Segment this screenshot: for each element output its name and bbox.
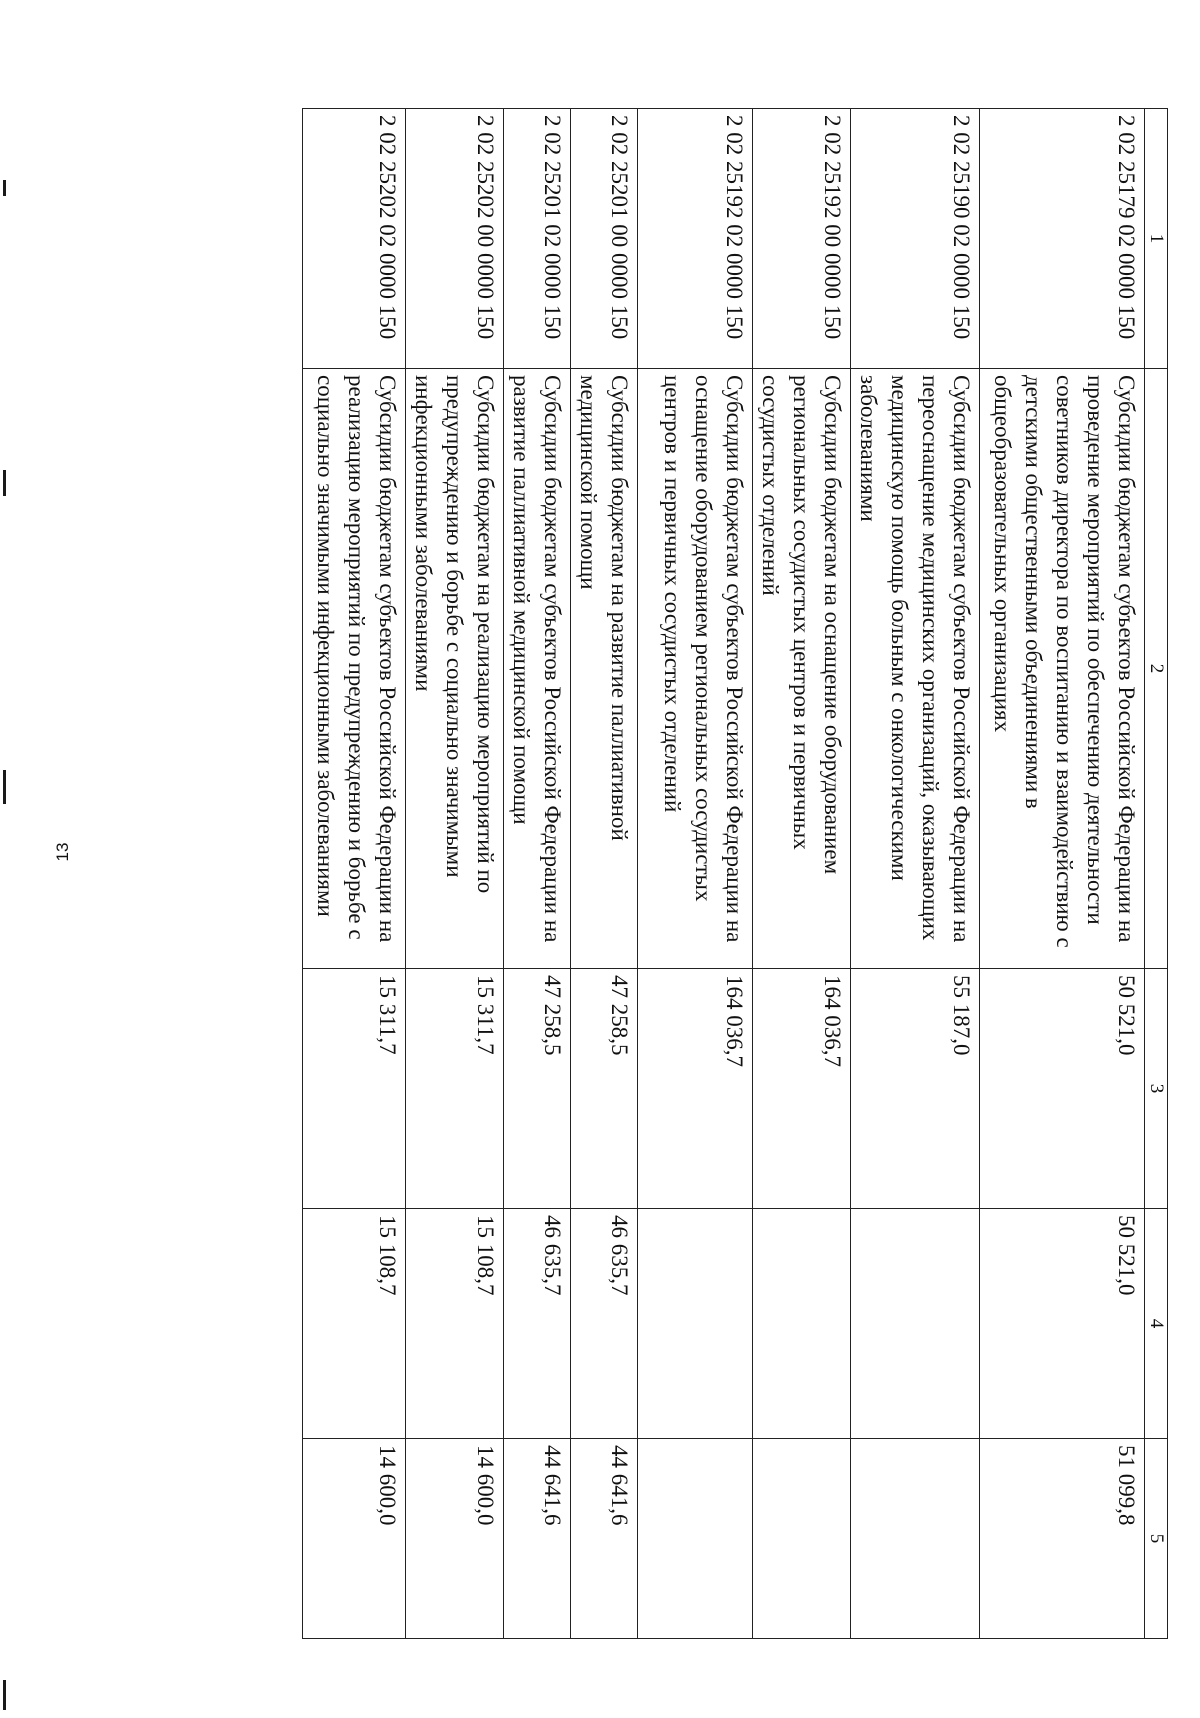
header-cell: 2 xyxy=(1145,369,1168,969)
scan-edge-mark xyxy=(3,770,6,804)
scan-edge-mark xyxy=(3,180,6,196)
amount-col4-cell: 15 108,7 xyxy=(303,1209,406,1439)
amount-col5-cell: 44 641,6 xyxy=(571,1439,638,1639)
table-row xyxy=(753,109,851,1639)
page-number: 13 xyxy=(53,842,72,862)
table-row xyxy=(571,109,638,1639)
budget-code-cell: 2 02 25201 02 0000 150 xyxy=(504,109,571,369)
amount-col3-cell: 47 258,5 xyxy=(504,969,571,1209)
amount-col3-cell: 47 258,5 xyxy=(571,969,638,1209)
description-cell: Субсидии бюджетам субъектов Российской Федерации на развитие паллиативной медицинской помощи xyxy=(504,369,571,969)
header-cell: 4 xyxy=(1145,1209,1168,1439)
description-cell: Субсидии бюджетам на развитие паллиативной медицинской помощи xyxy=(571,369,638,969)
amount-col4-cell: 15 108,7 xyxy=(406,1209,504,1439)
description-cell: Субсидии бюджетам субъектов Российской Федерации на проведение мероприятий по обеспечению деятельности советников директора по воспитанию и взаимодействию с детскими общественными объединениями в общеобразовательных организациях xyxy=(980,369,1145,969)
amount-col4-cell: 46 635,7 xyxy=(571,1209,638,1439)
header-cell: 5 xyxy=(1145,1439,1168,1639)
amount-col3-cell: 164 036,7 xyxy=(638,969,753,1209)
description-cell: Субсидии бюджетам на оснащение оборудованием региональных сосудистых центров и первичных сосудистых отделений xyxy=(753,369,851,969)
header-cell: 3 xyxy=(1145,969,1168,1209)
budget-code-cell: 2 02 25201 00 0000 150 xyxy=(571,109,638,369)
amount-col5-cell xyxy=(638,1439,753,1639)
amount-col5-cell xyxy=(851,1439,980,1639)
budget-code-cell: 2 02 25192 02 0000 150 xyxy=(638,109,753,369)
amount-col4-cell: 46 635,7 xyxy=(504,1209,571,1439)
rotated-table-container xyxy=(158,108,1168,1638)
description-cell: Субсидии бюджетам субъектов Российской Федерации на реализацию мероприятий по предупреждению и борьбе с социально значимыми инфекционными заболеваниями xyxy=(303,369,406,969)
amount-col3-cell: 15 311,7 xyxy=(406,969,504,1209)
amount-col5-cell: 14 600,0 xyxy=(303,1439,406,1639)
amount-col3-cell: 50 521,0 xyxy=(980,969,1145,1209)
amount-col5-cell: 14 600,0 xyxy=(406,1439,504,1639)
amount-col5-cell: 44 641,6 xyxy=(504,1439,571,1639)
scan-edge-mark xyxy=(3,470,6,496)
amount-col4-cell: 50 521,0 xyxy=(980,1209,1145,1439)
table-row xyxy=(638,109,753,1639)
amount-col3-cell: 15 311,7 xyxy=(303,969,406,1209)
amount-col5-cell xyxy=(753,1439,851,1639)
table-header-row xyxy=(1145,109,1168,1639)
budget-table xyxy=(302,108,1168,1639)
budget-code-cell: 2 02 25202 02 0000 150 xyxy=(303,109,406,369)
amount-col4-cell xyxy=(851,1209,980,1439)
table-row xyxy=(851,109,980,1639)
amount-col4-cell xyxy=(638,1209,753,1439)
budget-code-cell: 2 02 25179 02 0000 150 xyxy=(980,109,1145,369)
table-row xyxy=(504,109,571,1639)
amount-col3-cell: 164 036,7 xyxy=(753,969,851,1209)
budget-code-cell: 2 02 25192 00 0000 150 xyxy=(753,109,851,369)
description-cell: Субсидии бюджетам субъектов Российской Федерации на переоснащение медицинских организаций, оказывающих медицинскую помощь больным с онкологическими заболеваниями xyxy=(851,369,980,969)
scan-edge-mark xyxy=(3,1680,6,1710)
header-cell: 1 xyxy=(1145,109,1168,369)
description-cell: Субсидии бюджетам субъектов Российской Федерации на оснащение оборудованием региональных сосудистых центров и первичных сосудистых отделений xyxy=(638,369,753,969)
amount-col5-cell: 51 099,8 xyxy=(980,1439,1145,1639)
amount-col4-cell xyxy=(753,1209,851,1439)
budget-code-cell: 2 02 25202 00 0000 150 xyxy=(406,109,504,369)
table-row xyxy=(980,109,1145,1639)
table-row xyxy=(406,109,504,1639)
table-row xyxy=(303,109,406,1639)
description-cell: Субсидии бюджетам на реализацию мероприятий по предупреждению и борьбе с социально значимыми инфекционными заболеваниями xyxy=(406,369,504,969)
budget-code-cell: 2 02 25190 02 0000 150 xyxy=(851,109,980,369)
amount-col3-cell: 55 187,0 xyxy=(851,969,980,1209)
